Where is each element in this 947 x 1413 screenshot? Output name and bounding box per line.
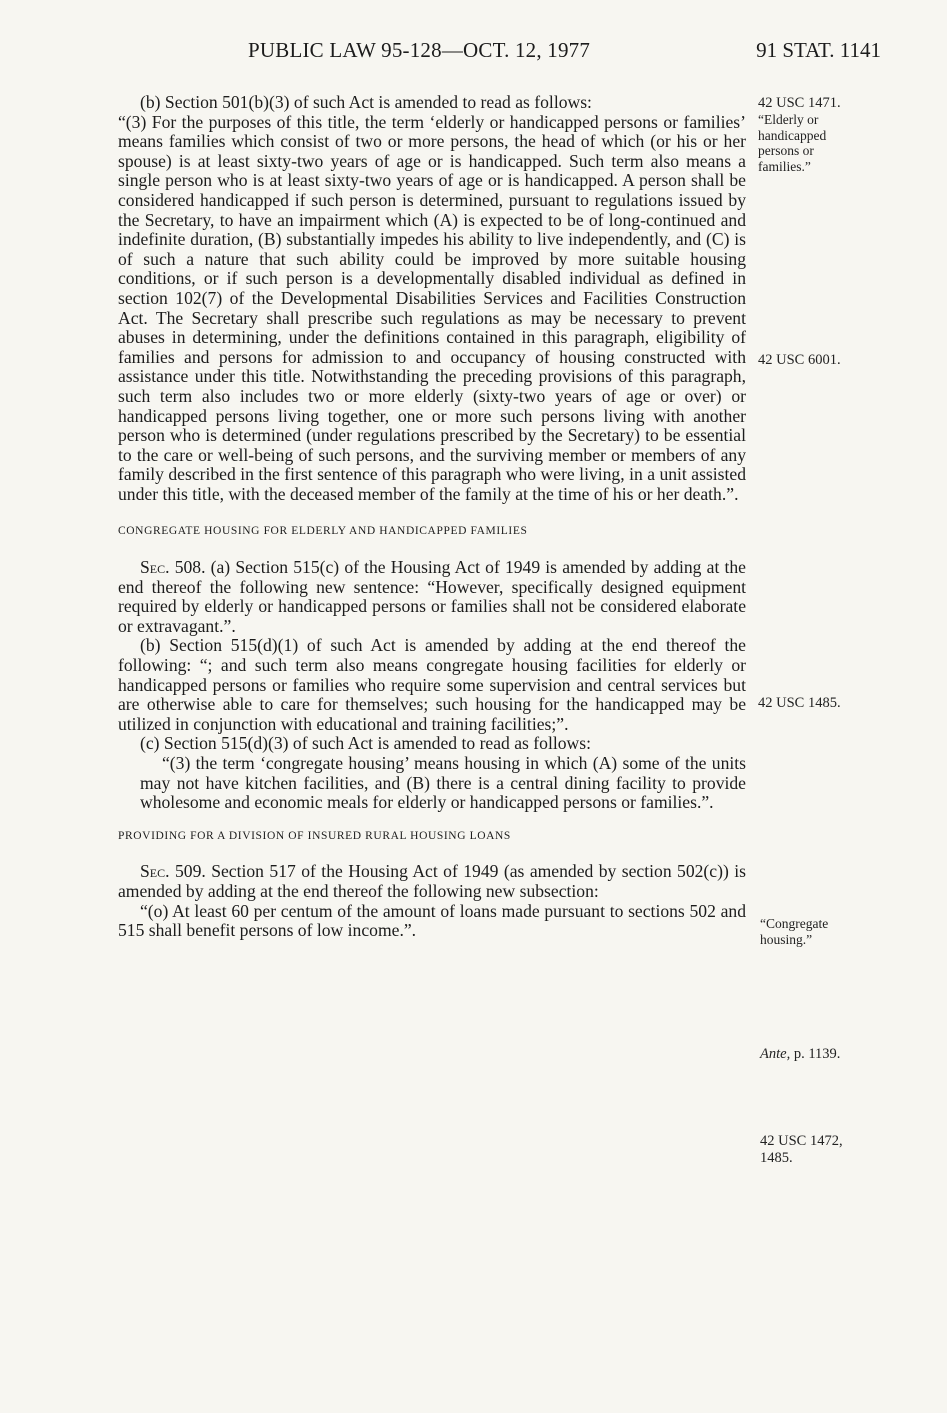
page-header [0,38,947,68]
margin-note-congregate-housing-definition: “Congregate housing.” [760,916,829,947]
section-509 [118,862,746,901]
section-508-a-text: 508. (a) Section 515(c) of the Housing Act of 1949 is amended by adding at the end thereof the following new sentence: “However, specifically designed equipment required by elderly or handicapped persons or families shall not be considered elaborate or extravagant.”. [118,557,746,636]
section-508-c-definition: “(3) the term ‘congregate housing’ means housing in which (A) some of the units may not have kitchen facilities, and (B) there is a central dining facility to provide wholesome and economic meals for elderly or handicapped persons or families.”. [140,753,746,813]
section-label: Sec. [140,861,170,882]
section-509-text: 509. Section 517 of the Housing Act of 1949 (as amended by section 502(c)) is amended by adding at the end thereof the following new subsection: [118,861,746,901]
header-title: PUBLIC LAW 95-128—OCT. 12, 1977 [248,38,591,62]
margin-note-42-usc-1471: 42 USC 1471. [758,95,841,111]
margin-note-elderly-handicapped-definition: “Elderly or handicapped persons or families.” [758,112,827,174]
header-page-ref: 91 STAT. 1141 [756,38,881,62]
ante-page: p. 1139. [793,1046,841,1062]
section-508-a [118,558,746,636]
body-text [118,93,746,941]
margin-note-ante-p-1139 [760,1046,840,1063]
ante-label: Ante, [760,1046,791,1062]
paragraph-b: (b) Section 501(b)(3) of such Act is amended to read as follows: [140,92,592,112]
paragraph-3-definition: “(3) For the purposes of this title, the term ‘elderly or handicapped persons or families’ means families which consist of two or more persons, the head of which (or his or her spouse) is at least sixty-two years of age or is handicapped. Such term also means a single person who is at least sixty-two years of age or is handicapped. A person shall be considered handicapped if such person is determined, pursuant to regulations issued by the Secretary, to have an impairment which (A) is expected to be of long-continued and indefinite duration, (B) substantially impedes his ability to live independently, and (C) is of such a nature that such ability could be improved by more suitable housing conditions, or if such person is a developmentally disabled individual as defined in section 102(7) of the Developmental Disabilities Services and Facilities Construction Act. The Secretary shall prescribe such regulations as may be necessary to prevent abuses in determining, under the definitions contained in this paragraph, eligibility of families and persons for admission to and occupancy of housing constructed with assistance under this title. Notwithstanding the preceding provisions of this paragraph, such term also includes two or more elderly (sixty-two years of age or over) or handicapped persons living together, one or more such persons living with another person who is determined (under regulations prescribed by the Secretary) to be essential to the care or well-being of such persons, and the surviving member or members of any family described in the first sentence of this paragraph who were living, in a unit assisted under this title, with the deceased member of the family at the time of his or her death.”. [118,111,746,504]
section-508-b: (b) Section 515(d)(1) of such Act is amended by adding at the end thereof the following: “; and such term also means congregate housing facilities for elderly or handicapped persons or families who require some supervision and central services but are otherwise able to care for themselves; such housing for the handicapped may be utilized in conjunction with educational and training facilities;”. [118,635,746,734]
section-509-subsection-o: “(o) At least 60 per centum of the amount of loans made pursuant to sections 502 and 515 shall benefit persons of low income.”. [118,900,746,941]
margin-note-42-usc-1485: 42 USC 1485. [758,695,841,711]
section-heading-congregate-housing: CONGREGATE HOUSING FOR ELDERLY AND HANDICAPPED FAMILIES [118,525,528,538]
margin-note-42-usc-1472-1485: 42 USC 1472, 1485. [760,1133,843,1166]
margin-note-42-usc-6001: 42 USC 6001. [758,352,841,368]
section-label: Sec. [140,557,170,578]
section-508-c: (c) Section 515(d)(3) of such Act is amended to read as follows: [140,733,591,754]
section-heading-rural-housing-loans: PROVIDING FOR A DIVISION OF INSURED RURAL HOUSING LOANS [118,829,511,842]
